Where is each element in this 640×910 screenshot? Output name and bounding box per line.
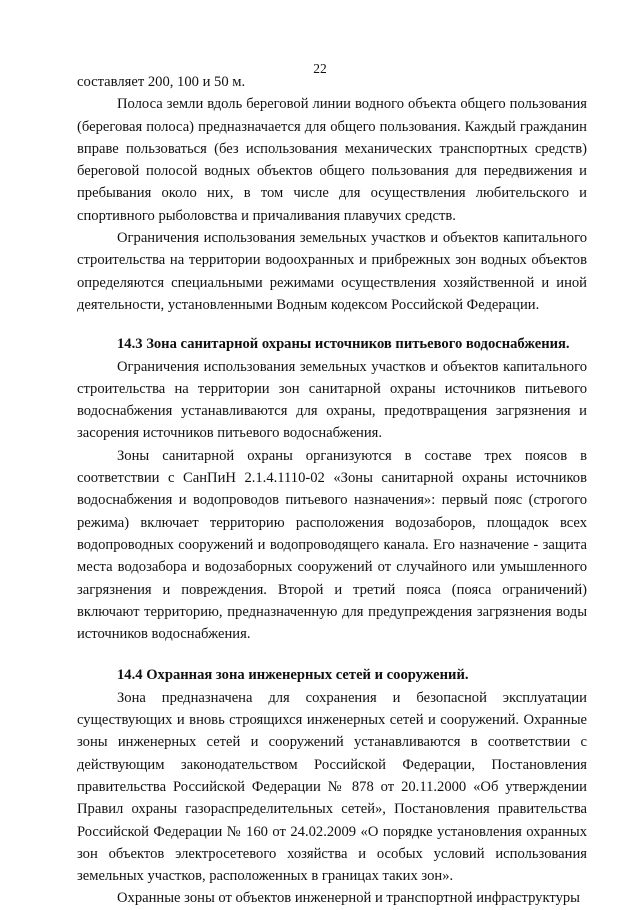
paragraph-sanitary-restrictions: Ограничения использования земельных участков и объектов капитального строительства на территории зон санитарной охраны источников питьевого водоснабжения устанавливаются для охраны, предотвращения загрязнения и засорения источников питьевого водоснабжения. [77,358,587,442]
paragraph-sanitary-zones: Зоны санитарной охраны организуются в составе трех поясов в соответствии с СанПиН 2.1.4.1110-02 «Зоны санитарной охраны источников водоснабжения и водопроводов питьевого назначения»: первый пояс (строгого режима) включает территорию расположения водозаборов, площадок всех водопроводных сооружений и водопроводящего канала. Его назначение - защита места водозабора и водозаборных сооружений от случайного или умышленного загрязнения и повреждения. Второй и третий пояса (пояса ограничений) включают территорию, предназначенную для предупреждения загрязнения воды источников водоснабжения. [77,447,587,643]
page-number: 22 [313,61,327,76]
paragraph-water-protection-restrictions: Ограничения использования земельных участков и объектов капитального строительства на территории водоохранных и прибрежных зон водных объектов определяются специальными режимами осуществления хозяйственной и иной деятельности, установленными Водным кодексом Российской Федерации. [77,230,587,313]
document-body [77,71,587,910]
section-heading-14-4: 14.4 Охранная зона инженерных сетей и сооружений. [117,667,469,684]
paragraph-infrastructure-zones: Охранные зоны от объектов инженерной и транспортной инфраструктуры [117,890,580,907]
paragraph-continuation: составляет 200, 100 и 50 м. [77,74,246,90]
paragraph-coastal-strip: Полоса земли вдоль береговой линии водного объекта общего пользования (береговая полоса) предназначается для общего пользования. Каждый гражданин вправе пользоваться (без использования механических транспортных средств) береговой полосой водных объектов общего пользования для передвижения и пребывания около них, в том числе для осуществления любительского и спортивного рыболовства и причаливания плавучих средств. [77,96,587,224]
paragraph-engineering-zone: Зона предназначена для сохранения и безопасной эксплуатации существующих и вновь строящихся инженерных сетей и сооружений. Охранные зоны инженерных сетей и сооружений устанавливаются в соответствии с действующим законодательством Российской Федерации, Постановления правительства Российской Федерации № 878 от 20.11.2000 «Об утверждении Правил охраны газораспределительных сетей», Постановления правительства Российской Федерации № 160 от 24.02.2009 «О порядке установления охранных зон объектов электросетевого хозяйства и особых условий использования земельных участков, расположенных в границах таких зон». [77,689,587,885]
section-heading-14-3: 14.3 Зона санитарной охраны источников питьевого водоснабжения. [117,336,570,353]
